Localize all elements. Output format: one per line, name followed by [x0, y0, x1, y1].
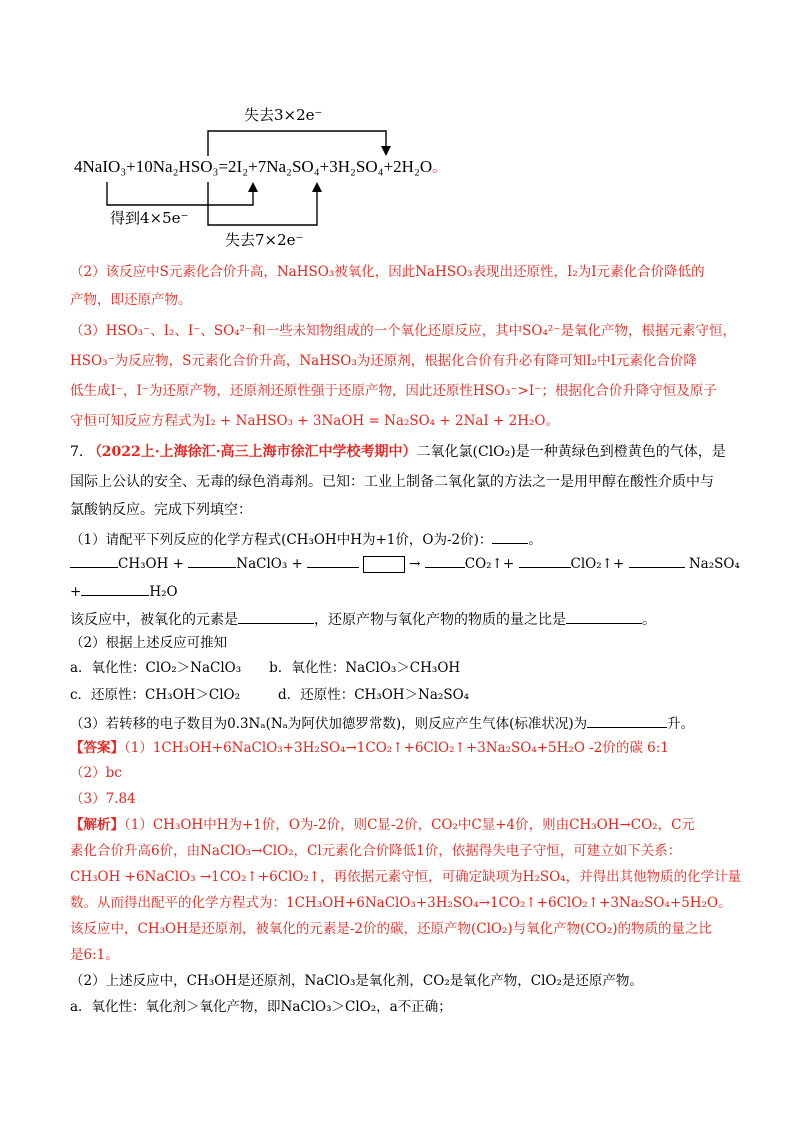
fill-text-b: ，还原产物与氧化产物的物质的量之比是	[314, 612, 566, 628]
eq-term-5: Na₂SO₄	[688, 556, 740, 572]
coefficient-blank-7[interactable]	[81, 581, 149, 596]
bottom-right-arrowhead	[312, 182, 322, 192]
option-c: c．还原性：CH₃OH＞ClO₂	[70, 687, 241, 703]
eq-plus: +	[70, 584, 82, 600]
analysis-label: 【解析】	[70, 817, 124, 833]
eq-term-2: NaClO₃ +	[236, 556, 303, 572]
lost-electrons-bottom-label: 失去7×2e⁻	[225, 231, 304, 249]
answer-part-3: （3）7.84	[70, 791, 136, 807]
analysis-line-4: 数。从而得出配平的化学方程式为：1CH₃OH+6NaClO₃+3H₂SO₄→1CO₂↑+6ClO₂↑+3Na₂SO₄+5H₂O。	[70, 895, 732, 911]
analysis-line-6: 是6:1。	[70, 947, 119, 963]
subquestion-1	[70, 529, 735, 549]
analysis-line-8: a．氧化性：氧化剂＞氧化产物，即NaClO₃＞ClO₂，a不正确；	[70, 999, 452, 1015]
eq-term-1: CH₃OH +	[118, 556, 184, 572]
eq-arrow: →	[409, 556, 421, 572]
prev-answer-part3-line4: 守恒可知反应方程式为I₂ + NaHSO₃ + 3NaOH = Na₂SO₄ + 2NaI + 2H₂O。	[70, 413, 559, 429]
analysis-line-7: （2）上述反应中，CH₃OH是还原剂，NaClO₃是氧化剂，CO₂是氧化产物，ClO₂是还原产物。	[70, 973, 643, 989]
subquestion-2: （2）根据上述反应可推知	[70, 635, 228, 651]
analysis-line-3: CH₃OH +6NaClO₃ →1CO₂↑+6ClO₂↑，再依据元素守恒，可确定缺项为H₂SO₄，并得出其他物质的化学计量	[70, 869, 742, 885]
gas-volume-blank[interactable]	[587, 713, 667, 728]
answer-part-2: （2）bc	[70, 765, 122, 781]
eq-term-3: CO₂↑+	[464, 556, 515, 572]
subquestion-1-end: 。	[528, 532, 542, 548]
eq-term-6: H₂O	[149, 584, 178, 600]
bottom-left-bracket-line	[107, 182, 253, 205]
equation-text: 4NaIO₃+10Na₂HSO₃=2I₂+7Na₂SO₄+3H₂SO₄+2H₂O	[74, 157, 433, 176]
missing-substance-box[interactable]	[363, 556, 405, 573]
options-row-2	[70, 686, 735, 704]
top-bracket-arrowhead	[381, 146, 391, 156]
coefficient-blank-4[interactable]	[425, 553, 465, 568]
coefficient-blank-5[interactable]	[519, 553, 571, 568]
question-intro-line2: 国际上公认的安全、无毒的绿色消毒剂。已知：工业上制备二氧化氯的方法之一是用甲醇在酸性介质中与	[70, 474, 714, 490]
analysis-line-1	[70, 816, 735, 834]
question-source: （2022上·上海徐汇·高三上海市徐汇中学校考期中）	[87, 444, 417, 460]
coefficient-blank-1[interactable]	[70, 553, 118, 568]
bottom-right-bracket-line	[208, 182, 317, 225]
analysis-line-5: 该反应中，CH₃OH是还原剂，被氧化的元素是-2价的碳，还原产物(ClO₂)与氧化产物(CO₂)的物质的量之比	[70, 921, 713, 937]
prev-answer-part2-cont: 产物，即还原产物。	[70, 292, 192, 308]
oxidized-element-blank[interactable]	[238, 609, 314, 624]
subquestion-3-text: （3）若转移的电子数目为0.3Nₐ(Nₐ为阿伏加德罗常数)，则反应产生气体(标准状况)为	[70, 716, 588, 732]
answer-part-1: （1）1CH₃OH+6NaClO₃+3H₂SO₄→1CO₂↑+6ClO₂↑+3Na₂SO₄+5H₂O -2价的碳 6:1	[124, 740, 669, 756]
subquestion-3-end: 升。	[667, 716, 695, 732]
answer-label: 【答案】	[70, 740, 124, 756]
subquestion-1-text: （1）请配平下列反应的化学方程式(CH₃OH中H为+1价，O为-2价)：	[70, 532, 493, 548]
option-d: d．还原性：CH₃OH＞Na₂SO₄	[278, 687, 470, 703]
coefficient-blank-2[interactable]	[188, 553, 236, 568]
equation-to-balance-cont	[70, 581, 735, 601]
prev-answer-part3-line2: HSO₃⁻为反应物，S元素化合价升高，NaHSO₃为还原剂，根据化合价有升必有降可知I₂中I元素化合价降	[70, 353, 697, 369]
prev-answer-part3-line1: （3）HSO₃⁻、I₂、I⁻、SO₄²⁻和一些未知物组成的一个氧化还原反应，其中SO₄²⁻是氧化产物，根据元素守恒，	[70, 323, 736, 339]
redox-equation	[74, 157, 446, 177]
option-a: a．氧化性：ClO₂＞NaClO₃	[70, 660, 242, 676]
prev-answer-part2: （2）该反应中S元素化合价升高，NaHSO₃被氧化，因此NaHSO₃表现出还原性，I₂为I元素化合价降低的	[70, 264, 705, 280]
question-7-intro	[70, 443, 735, 461]
prev-answer-part3-line3: 低生成I⁻，I⁻为还原产物，还原剂还原性强于还原产物，因此还原性HSO₃⁻>I⁻；根据化合价升降守恒及原子	[70, 383, 717, 399]
option-b: b．氧化性：NaClO₃＞CH₃OH	[269, 660, 461, 676]
coefficient-blank-3[interactable]	[307, 553, 359, 568]
analysis-line-2: 素化合价升高6价，由NaClO₃→ClO₂，Cl元素化合价降低1价，依据得失电子守恒，可建立如下关系：	[70, 843, 682, 859]
analysis-text-1: （1）CH₃OH中H为+1价，O为-2价，则C显-2价，CO₂中C显+4价，则由CH₃OH→CO₂，C元	[124, 817, 695, 833]
bottom-left-arrowhead	[248, 182, 258, 192]
eq-term-4: ClO₂↑+	[570, 556, 625, 572]
lost-electrons-top-label: 失去3×2e⁻	[244, 106, 323, 124]
question-number: 7.	[70, 444, 84, 460]
question-intro-line3: 氯酸钠反应。完成下列填空：	[70, 502, 252, 518]
options-row-1	[70, 659, 735, 677]
answer-blank[interactable]	[492, 529, 528, 544]
answer-line-1	[70, 739, 735, 757]
top-bracket-line	[208, 131, 386, 156]
question-intro-text: 二氧化氯(ClO₂)是一种黄绿色到橙黄色的气体，是	[416, 444, 726, 460]
equation-to-balance	[70, 553, 740, 573]
fill-text-a: 该反应中，被氧化的元素是	[70, 612, 238, 628]
gained-electrons-label: 得到4×5e⁻	[110, 209, 189, 227]
coefficient-blank-6[interactable]	[629, 553, 685, 568]
ratio-blank[interactable]	[566, 609, 642, 624]
subquestion-3	[70, 713, 735, 733]
fill-text-c: 。	[642, 612, 656, 628]
equation-period: 。	[432, 161, 447, 176]
fill-in-line	[70, 609, 735, 629]
